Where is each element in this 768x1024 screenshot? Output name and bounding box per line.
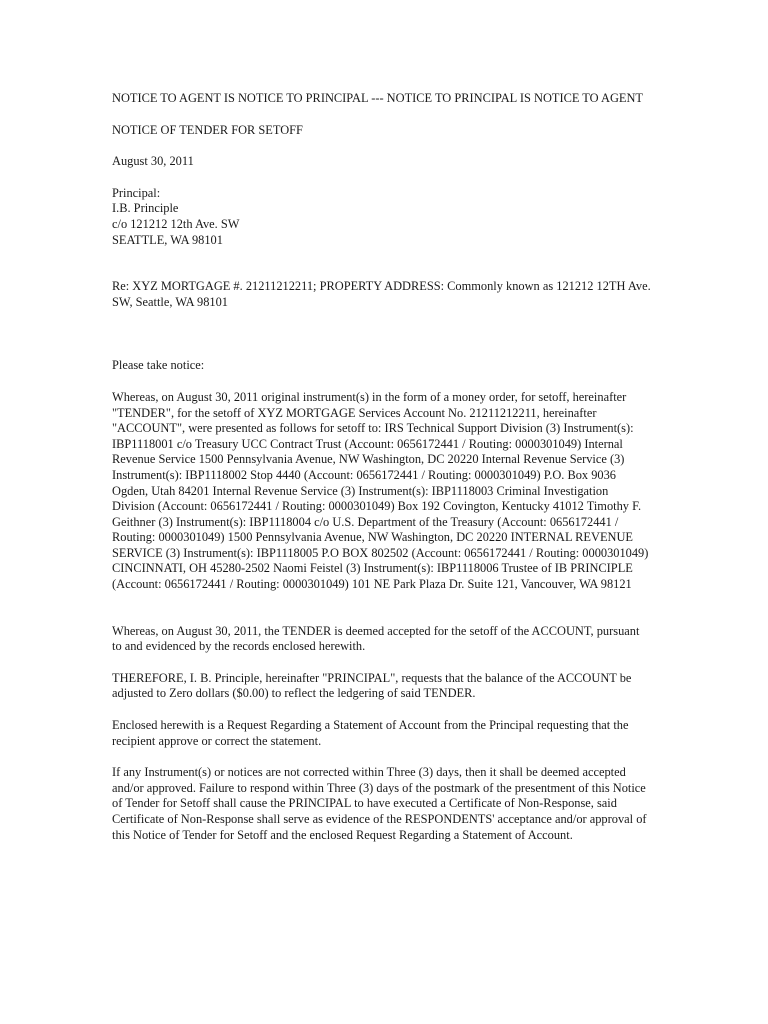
principal-address-block xyxy=(112,186,652,248)
whereas-paragraph-1: Whereas, on August 30, 2011 original instrument(s) in the form of a money order, for setoff, hereinafter "TENDER", for the setoff of XYZ MORTGAGE Services Account No. 21211212211, hereinafter "ACCOUNT", were presented as follows for setoff to: IRS Technical Support Division (3) Instrument(s): IBP1118001 c/o Treasury UCC Contract Trust (Account: 0656172441 / Routing: 0000301049) Internal Revenue Service 1500 Pennsylvania Avenue, NW Washington, DC 20220 Internal Revenue Service (3) Instrument(s): IBP1118002 Stop 4440 (Account: 0656172441 / Routing: 0000301049) P.O. Box 9036 Ogden, Utah 84201 Internal Revenue Service (3) Instrument(s): IBP1118003 Criminal Investigation Division (Account: 0656172441 / Routing: 0000301049) Box 192 Covington, Kentucky 41012 Timothy F. Geithner (3) Instrument(s): IBP1118004 c/o U.S. Department of the Treasury (Account: 0656172441 / Routing: 0000301049) 1500 Pennsylvania Avenue, NW Washington, DC 20220 INTERNAL REVENUE SERVICE (3) Instrument(s): IBP1118005 P.O BOX 802502 (Account: 0656172441 / Routing: 0000301049) CINCINNATI, OH 45280-2502 Naomi Feistel (3) Instrument(s): IBP1118006 Trustee of IB PRINCIPLE (Account: 0656172441 / Routing: 0000301049) 101 NE Park Plaza Dr. Suite 121, Vancouver, WA 98121 xyxy=(112,389,649,592)
tender-heading: NOTICE OF TENDER FOR SETOFF xyxy=(112,122,303,137)
principal-city: SEATTLE, WA 98101 xyxy=(112,232,223,247)
principal-street: c/o 121212 12th Ave. SW xyxy=(112,216,240,231)
document-body xyxy=(112,91,652,843)
principal-name: I.B. Principle xyxy=(112,201,179,216)
notice-heading: NOTICE TO AGENT IS NOTICE TO PRINCIPAL --- NOTICE TO PRINCIPAL IS NOTICE TO AGENT xyxy=(112,91,643,105)
re-line: Re: XYZ MORTGAGE #. 21211212211; PROPERTY ADDRESS: Commonly known as 121212 12TH Ave. SW, Seattle, WA 98101 xyxy=(112,279,651,309)
whereas-paragraph-2: Whereas, on August 30, 2011, the TENDER is deemed accepted for the setoff of the ACCOUNT, pursuant to and evidenced by the records enclosed herewith. xyxy=(112,623,640,654)
non-response-paragraph: If any Instrument(s) or notices are not corrected within Three (3) days, then it shall be deemed accepted and/or approved. Failure to respond within Three (3) days of the postmark of the presentment of this Notice of Tender for Setoff shall cause the PRINCIPAL to have executed a Certificate of Non-Response, said Certificate of Non-Response shall serve as evidence of the RESPONDENTS' acceptance and/or approval of this Notice of Tender for Setoff and the enclosed Request Regarding a Statement of Account. xyxy=(112,765,647,842)
please-take-notice: Please take notice: xyxy=(112,358,205,373)
enclosed-paragraph: Enclosed herewith is a Request Regarding a Statement of Account from the Principal requesting that the recipient approve or correct the statement. xyxy=(112,718,629,748)
document-date: August 30, 2011 xyxy=(112,154,194,169)
principal-label: Principal: xyxy=(112,185,161,200)
therefore-paragraph: THEREFORE, I. B. Principle, hereinafter "PRINCIPAL", requests that the balance of the ACCOUNT be adjusted to Zero dollars ($0.00) to reflect the ledgering of said TENDER. xyxy=(112,670,632,701)
